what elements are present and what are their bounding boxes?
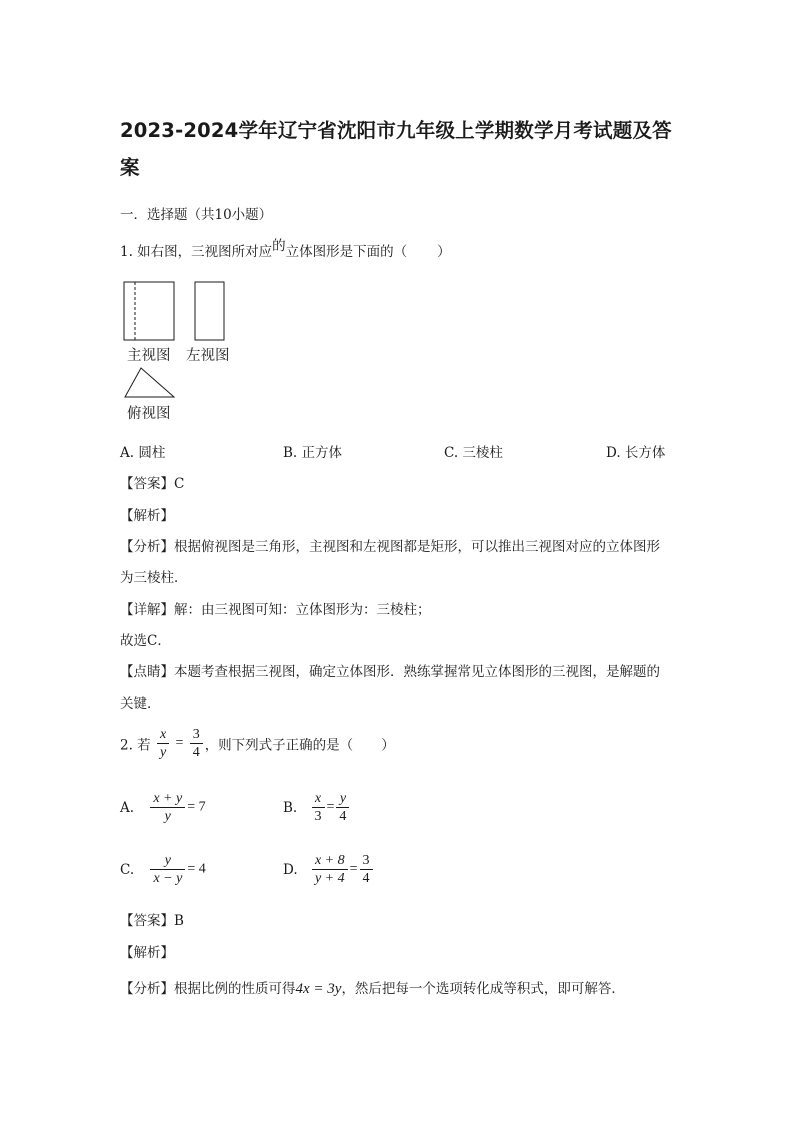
q2-option-b-label: B. <box>283 799 298 816</box>
analysis-tag: 【解析】 <box>120 945 174 961</box>
fenxi-tag: 【分析】 <box>120 539 174 555</box>
q2-option-a-frac: $\frac{x + y}{y}$ <box>150 790 185 825</box>
q1-fenxi-line2: 为三棱柱． <box>120 570 188 586</box>
front-view-rect <box>124 282 174 340</box>
q2-option-d-lhs: $\frac{x + 8}{y + 4}$ <box>312 852 348 887</box>
q2-answer-value: B <box>174 913 184 929</box>
q1-stem-close: ） <box>437 244 451 260</box>
q1-answer <box>120 472 184 492</box>
q2-option-c-frac: $\frac{y}{x - y}$ <box>150 852 185 887</box>
q2-option-b-lhs: $\frac{x}{3}$ <box>312 790 325 825</box>
q2-option-b <box>283 790 351 825</box>
q1-dianjing-line2: 关键． <box>120 696 161 712</box>
q2-option-a-rhs: = 7 <box>187 799 206 815</box>
q1-fenxi-text: 根据俯视图是三角形，主视图和左视图都是矩形，可以推出三视图对应的立体图形 <box>174 539 660 555</box>
q1-stem-text-b: 立体图形是下面的（ <box>285 244 408 260</box>
q2-condition-rhs: $\frac{3}{4}$ <box>190 726 203 761</box>
q1-answer-value: C <box>174 476 185 492</box>
top-view-triangle <box>125 368 174 397</box>
q2-answer <box>120 909 184 929</box>
front-view-label: 主视图 <box>127 348 171 364</box>
q1-analysis-heading <box>120 504 174 524</box>
q1-dianjing-text: 本题考查根据三视图，确定立体图形．熟练掌握常见立体图形的三视图，是解题的 <box>174 664 660 680</box>
q2-option-a-label: A. <box>120 799 135 816</box>
q2-option-d-rhs: $\frac{3}{4}$ <box>360 852 373 887</box>
q1-xiangjie-text: 解：由三视图可知：立体图形为：三棱柱； <box>174 602 431 618</box>
q1-stem-text: 1. 如右图，三视图所对应 <box>120 244 273 260</box>
left-view-label: 左视图 <box>186 348 230 364</box>
q2-option-b-eq: = <box>326 799 335 815</box>
q2-stem-text-b: ，则下列式子正确的是（ <box>204 737 354 754</box>
dianjing-tag: 【点睛】 <box>120 664 174 680</box>
top-view-label: 俯视图 <box>127 406 171 422</box>
document-title: 2023-2024学年辽宁省沈阳市九年级上学期数学月考试题及答案 <box>120 119 672 179</box>
q1-option-b: B. 正方体 <box>283 445 343 461</box>
q2-fenxi-text: 根据比例的性质可得 <box>174 981 296 997</box>
q2-condition-lhs: $\frac{x}{y}$ <box>157 726 169 761</box>
q1-conclusion: 故选C． <box>120 633 171 649</box>
q2-stem-close: ） <box>381 737 395 754</box>
q2-condition-eq: = <box>175 735 184 751</box>
left-view-rect <box>195 282 224 340</box>
q2-option-d-label: D. <box>283 861 298 878</box>
q2-fenxi <box>120 977 625 998</box>
q2-stem <box>120 726 395 761</box>
q1-option-c: C. 三棱柱 <box>444 445 503 461</box>
q1-fenxi <box>120 535 660 555</box>
q2-fenxi-math: 4x = 3y <box>295 981 342 997</box>
q2-stem-text: 2. 若 <box>120 737 151 754</box>
q2-option-c-label: C. <box>120 861 135 878</box>
xiangjie-tag: 【详解】 <box>120 602 174 618</box>
q2-fenxi-text-b: ，然后把每一个选项转化成等积式，即可解答． <box>341 981 625 997</box>
q2-analysis-heading <box>120 941 174 961</box>
q2-option-d-eq: = <box>349 861 358 877</box>
q1-dianjing <box>120 660 660 680</box>
q1-stem-sup: 的 <box>272 238 286 254</box>
q2-option-b-rhs: $\frac{y}{4}$ <box>336 790 349 825</box>
q2-option-c <box>120 852 206 887</box>
section-heading: 一．选择题（共10小题） <box>120 207 273 223</box>
q2-option-d <box>283 852 375 887</box>
q1-xiangjie <box>120 598 431 618</box>
q1-stem <box>120 240 451 260</box>
three-view-figure <box>120 278 240 403</box>
q2-option-c-rhs: = 4 <box>187 861 206 877</box>
q2-option-a <box>120 790 206 825</box>
q1-option-d: D. 长方体 <box>606 445 666 461</box>
answer-tag: 【答案】 <box>120 913 174 929</box>
analysis-tag: 【解析】 <box>120 508 174 524</box>
fenxi-tag: 【分析】 <box>120 981 174 997</box>
answer-tag: 【答案】 <box>120 476 174 492</box>
q1-option-a: A. 圆柱 <box>120 445 166 461</box>
